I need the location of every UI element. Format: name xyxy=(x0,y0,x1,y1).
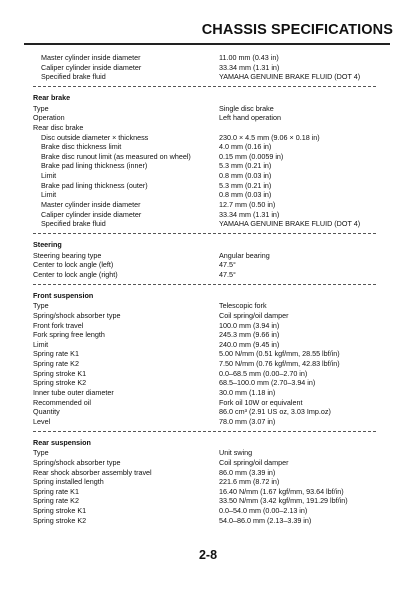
section-divider xyxy=(33,431,376,433)
spec-row xyxy=(33,251,376,261)
spec-row xyxy=(33,72,376,82)
spec-label: Front fork travel xyxy=(33,320,84,330)
spec-row xyxy=(33,260,376,270)
spec-row xyxy=(33,407,376,417)
spec-label: Quantity xyxy=(33,407,60,417)
spec-label: Steering bearing type xyxy=(33,250,102,260)
spec-label: Brake pad lining thickness (outer) xyxy=(41,180,148,190)
spec-value: 5.00 N/mm (0.51 kgf/mm, 28.55 lbf/in) xyxy=(219,349,340,359)
spec-label: Caliper cylinder inside diameter xyxy=(41,209,142,219)
spec-label: Rear shock absorber assembly travel xyxy=(33,467,152,477)
spec-label: Master cylinder inside diameter xyxy=(41,200,141,210)
spec-label: Limit xyxy=(41,190,57,200)
spec-label: Spring rate K2 xyxy=(33,496,79,506)
spec-label: Spring/shock absorber type xyxy=(33,457,121,467)
spec-label: Brake disc thickness limit xyxy=(41,142,122,152)
spec-row xyxy=(33,161,376,171)
spec-row xyxy=(33,448,376,458)
spec-row xyxy=(33,369,376,379)
spec-row xyxy=(33,487,376,497)
spec-label: Spring stroke K2 xyxy=(33,515,87,525)
spec-table xyxy=(33,53,376,525)
spec-label: Limit xyxy=(33,339,49,349)
spec-row xyxy=(33,330,376,340)
spec-value: 86.0 cm³ (2.91 US oz, 3.03 Imp.oz) xyxy=(219,407,331,417)
spec-row xyxy=(33,152,376,162)
spec-value: 100.0 mm (3.94 in) xyxy=(219,320,280,330)
spec-row xyxy=(33,496,376,506)
spec-value: 5.3 mm (0.21 in) xyxy=(219,161,272,171)
spec-row xyxy=(33,359,376,369)
spec-value: 47.5° xyxy=(219,260,236,270)
spec-label: Recommended oil xyxy=(33,397,91,407)
spec-value: 16.40 N/mm (1.67 kgf/mm, 93.64 lbf/in) xyxy=(219,486,344,496)
page-title: CHASSIS SPECIFICATIONS xyxy=(201,22,393,38)
spec-label: Rear disc brake xyxy=(33,122,84,132)
spec-label: Spring stroke K2 xyxy=(33,378,87,388)
spec-row xyxy=(33,340,376,350)
spec-value: 12.7 mm (0.50 in) xyxy=(219,200,276,210)
page-number: 2-8 xyxy=(198,548,218,562)
spec-row xyxy=(33,477,376,487)
spec-row xyxy=(33,458,376,468)
spec-row xyxy=(33,181,376,191)
spec-label: Spring/shock absorber type xyxy=(33,310,121,320)
spec-label: Limit xyxy=(41,171,57,181)
spec-row xyxy=(33,123,376,133)
spec-value: 30.0 mm (1.18 in) xyxy=(219,388,276,397)
spec-row xyxy=(33,378,376,388)
spec-value: 4.0 mm (0.16 in) xyxy=(219,142,272,152)
header-rule xyxy=(24,43,390,45)
section-divider xyxy=(33,233,376,235)
section-divider xyxy=(33,284,376,286)
spec-row xyxy=(33,301,376,311)
spec-value: Fork oil 10W or equivalent xyxy=(219,397,303,407)
spec-value: 11.00 mm (0.43 in) xyxy=(219,53,279,62)
spec-row xyxy=(33,516,376,526)
spec-label: Spring rate K1 xyxy=(33,349,79,359)
spec-label: Fork spring free length xyxy=(33,330,105,340)
spec-label: Spring stroke K1 xyxy=(33,506,87,516)
section-title: Rear suspension xyxy=(33,438,91,448)
spec-label: Specified brake fluid xyxy=(41,219,106,229)
spec-label: Spring rate K1 xyxy=(33,486,79,496)
spec-value: 7.50 N/mm (0.76 kgf/mm, 42.83 lbf/in) xyxy=(219,359,340,369)
spec-value: 221.6 mm (8.72 in) xyxy=(219,477,280,487)
spec-value: 0.0–68.5 mm (0.00–2.70 in) xyxy=(219,368,308,378)
spec-row xyxy=(33,200,376,210)
spec-value: 230.0 × 4.5 mm (9.06 × 0.18 in) xyxy=(219,132,320,142)
section-title: Front suspension xyxy=(33,291,94,301)
spec-row xyxy=(33,311,376,321)
spec-value: Coil spring/oil damper xyxy=(219,310,289,320)
spec-value: YAMAHA GENUINE BRAKE FLUID (DOT 4) xyxy=(219,72,361,82)
spec-label: Spring stroke K1 xyxy=(33,368,87,378)
spec-row xyxy=(33,219,376,229)
spec-value: Single disc brake xyxy=(219,103,274,113)
spec-value: 86.0 mm (3.39 in) xyxy=(219,467,276,477)
spec-value: 245.3 mm (9.66 in) xyxy=(219,330,280,340)
spec-value: 5.3 mm (0.21 in) xyxy=(219,180,272,190)
spec-row xyxy=(33,468,376,478)
spec-label: Type xyxy=(33,301,49,311)
spec-label: Brake pad lining thickness (inner) xyxy=(41,161,148,171)
spec-row xyxy=(33,349,376,359)
spec-row xyxy=(33,388,376,398)
spec-value: 0.15 mm (0.0059 in) xyxy=(219,151,284,161)
spec-label: Caliper cylinder inside diameter xyxy=(41,62,142,72)
spec-value: 54.0–86.0 mm (2.13–3.39 in) xyxy=(219,515,312,525)
spec-label: Center to lock angle (right) xyxy=(33,269,118,279)
spec-value: 33.50 N/mm (3.42 kgf/mm, 191.29 lbf/in) xyxy=(219,496,348,506)
spec-label: Type xyxy=(33,448,49,458)
spec-label: Spring installed length xyxy=(33,477,104,487)
spec-label: Disc outside diameter × thickness xyxy=(41,132,149,142)
spec-row xyxy=(33,270,376,280)
spec-label: Level xyxy=(33,416,51,426)
spec-value: 0.8 mm (0.03 in) xyxy=(219,190,272,200)
section-title: Rear brake xyxy=(33,93,71,103)
spec-label: Master cylinder inside diameter xyxy=(41,53,141,62)
spec-value: Unit swing xyxy=(219,448,253,458)
spec-value: 240.0 mm (9.45 in) xyxy=(219,339,280,349)
spec-label: Inner tube outer diameter xyxy=(33,388,114,397)
spec-row xyxy=(33,53,376,63)
spec-row xyxy=(33,104,376,114)
spec-value: 47.5° xyxy=(219,269,236,279)
spec-value: 33.34 mm (1.31 in) xyxy=(219,62,280,72)
spec-row xyxy=(33,210,376,220)
spec-label: Brake disc runout limit (as measured on wheel) xyxy=(41,151,191,161)
spec-label: Center to lock angle (left) xyxy=(33,260,114,270)
spec-row xyxy=(33,321,376,331)
spec-row xyxy=(33,506,376,516)
spec-row xyxy=(33,113,376,123)
spec-value: Left hand operation xyxy=(219,113,281,123)
spec-row xyxy=(33,171,376,181)
spec-value: Telescopic fork xyxy=(219,301,267,311)
spec-row xyxy=(33,398,376,408)
spec-value: 33.34 mm (1.31 in) xyxy=(219,209,280,219)
spec-label: Specified brake fluid xyxy=(41,72,106,82)
spec-label: Type xyxy=(33,103,49,113)
spec-row xyxy=(33,63,376,73)
spec-value: Angular bearing xyxy=(219,250,270,260)
spec-value: 78.0 mm (3.07 in) xyxy=(219,416,276,426)
spec-value: 0.0–54.0 mm (0.00–2.13 in) xyxy=(219,506,308,516)
spec-row xyxy=(33,142,376,152)
spec-label: Spring rate K2 xyxy=(33,359,79,369)
spec-value: Coil spring/oil damper xyxy=(219,457,289,467)
spec-row xyxy=(33,133,376,143)
spec-row xyxy=(33,190,376,200)
spec-label: Operation xyxy=(33,113,65,123)
spec-row xyxy=(33,417,376,427)
spec-value: 68.5–100.0 mm (2.70–3.94 in) xyxy=(219,378,316,388)
section-divider xyxy=(33,86,376,88)
section-title: Steering xyxy=(33,240,62,250)
spec-value: 0.8 mm (0.03 in) xyxy=(219,171,272,181)
spec-value: YAMAHA GENUINE BRAKE FLUID (DOT 4) xyxy=(219,219,361,229)
